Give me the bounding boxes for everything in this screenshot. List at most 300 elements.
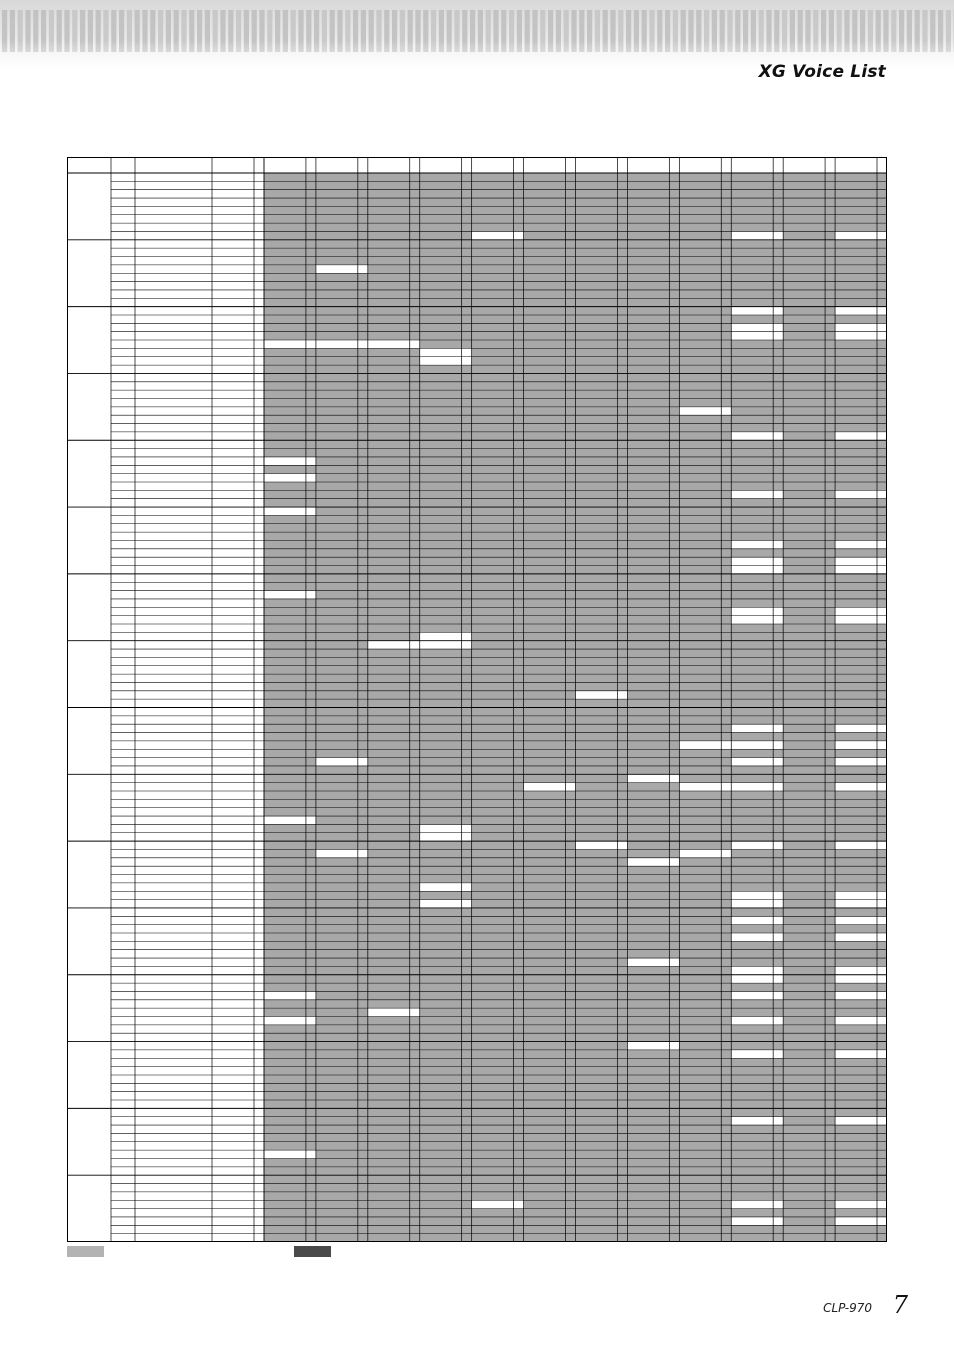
voice-cell [731, 340, 773, 348]
voice-cell-flag [514, 540, 524, 548]
voice-cell-flag [825, 424, 835, 432]
voice-cell-flag [514, 524, 524, 532]
voice-cell-flag [669, 682, 679, 690]
voice-cell [524, 649, 566, 657]
voice-cell [679, 1200, 721, 1208]
voice-cell-flag [410, 1067, 420, 1075]
voice-cell [835, 666, 877, 674]
voice-cell-flag [514, 657, 524, 665]
voice-cell-flag [773, 340, 783, 348]
voice-cell [576, 749, 618, 757]
voice-cell-flag [825, 1108, 835, 1116]
voice-cell-flag [514, 257, 524, 265]
voice-cell [835, 1033, 877, 1041]
voice-cell [731, 649, 773, 657]
voice-cell [731, 1033, 773, 1041]
voice-cell [679, 490, 721, 498]
voice-cell-flag [773, 958, 783, 966]
voice-cell [316, 866, 358, 874]
voice-cell [316, 1125, 358, 1133]
voice-cell-flag [514, 774, 524, 782]
voice-cell [679, 682, 721, 690]
voice-cell [316, 1092, 358, 1100]
voice-cell [264, 607, 306, 615]
voice-cell [316, 1067, 358, 1075]
voice-cell [316, 323, 358, 331]
voice-cell-flag [825, 1225, 835, 1233]
voice-cell [627, 1192, 669, 1200]
voice-cell [368, 1217, 410, 1225]
voice-cell-flag [306, 758, 316, 766]
voice-cell-flag [617, 323, 627, 331]
voice-cell [679, 532, 721, 540]
voice-cell [627, 373, 669, 381]
voice-cell [524, 1225, 566, 1233]
voice-cell [472, 766, 514, 774]
voice-cell [264, 833, 306, 841]
voice-cell [264, 1142, 306, 1150]
voice-cell [472, 282, 514, 290]
voice-cell [835, 499, 877, 507]
voice-cell [368, 240, 410, 248]
voice-cell [627, 499, 669, 507]
voice-cell [731, 315, 773, 323]
voice-cell [835, 1142, 877, 1150]
voice-cell-flag [410, 975, 420, 983]
voice-cell [264, 616, 306, 624]
voice-cell [524, 1008, 566, 1016]
voice-cell-flag [358, 691, 368, 699]
voice-cell-flag [514, 215, 524, 223]
voice-cell-flag [825, 841, 835, 849]
voice-cell-flag [669, 1033, 679, 1041]
voice-cell [576, 641, 618, 649]
voice-cell-flag [306, 674, 316, 682]
voice-cell [420, 858, 462, 866]
voice-cell-flag [410, 1184, 420, 1192]
voice-cell [316, 708, 358, 716]
voice-cell-flag [669, 282, 679, 290]
voice-cell [524, 1234, 566, 1242]
voice-cell [627, 799, 669, 807]
voice-cell [368, 440, 410, 448]
voice-cell [472, 265, 514, 273]
voice-cell [627, 173, 669, 181]
voice-cell-flag [358, 1092, 368, 1100]
voice-cell-flag [773, 1150, 783, 1158]
voice-cell-flag [617, 524, 627, 532]
voice-cell-flag [462, 1158, 472, 1166]
voice-cell [627, 1108, 669, 1116]
voice-cell-flag [358, 524, 368, 532]
voice-cell [524, 1175, 566, 1183]
voice-cell [627, 574, 669, 582]
voice-cell-flag [721, 1158, 731, 1166]
voice-cell [731, 933, 773, 941]
voice-cell-flag [617, 1017, 627, 1025]
voice-cell-flag [617, 858, 627, 866]
voice-cell-flag [566, 365, 576, 373]
voice-cell [835, 390, 877, 398]
voice-cell [627, 1033, 669, 1041]
voice-cell-flag [877, 557, 887, 565]
voice-cell-flag [877, 574, 887, 582]
voice-cell [420, 900, 462, 908]
voice-cell [731, 307, 773, 315]
voice-cell [679, 741, 721, 749]
voice-cell-flag [514, 1100, 524, 1108]
voice-cell [835, 524, 877, 532]
voice-cell-flag [306, 699, 316, 707]
voice-cell [368, 265, 410, 273]
voice-cell [835, 1050, 877, 1058]
voice-cell [783, 231, 825, 239]
voice-cell-flag [410, 866, 420, 874]
voice-cell-flag [617, 373, 627, 381]
voice-cell-flag [825, 482, 835, 490]
voice-cell-flag [877, 991, 887, 999]
voice-cell [472, 465, 514, 473]
voice-cell-flag [410, 724, 420, 732]
voice-cell [420, 1058, 462, 1066]
voice-cell [472, 365, 514, 373]
voice-cell [472, 515, 514, 523]
voice-cell [368, 916, 410, 924]
voice-cell [835, 1209, 877, 1217]
voice-cell-flag [566, 657, 576, 665]
voice-cell [316, 591, 358, 599]
voice-cell [420, 198, 462, 206]
voice-cell-flag [669, 323, 679, 331]
voice-cell [472, 724, 514, 732]
voice-cell-flag [566, 373, 576, 381]
voice-cell-flag [514, 766, 524, 774]
voice-cell [783, 407, 825, 415]
voice-cell [368, 231, 410, 239]
voice-cell [368, 215, 410, 223]
voice-cell [835, 941, 877, 949]
voice-cell-flag [462, 966, 472, 974]
voice-cell-flag [877, 206, 887, 214]
voice-cell [576, 708, 618, 716]
voice-cell-flag [306, 733, 316, 741]
voice-cell-flag [306, 382, 316, 390]
voice-cell [472, 1000, 514, 1008]
voice-cell [576, 181, 618, 189]
voice-cell [576, 674, 618, 682]
voice-cell [368, 758, 410, 766]
voice-cell-flag [721, 449, 731, 457]
voice-cell-flag [617, 941, 627, 949]
voice-cell [316, 966, 358, 974]
voice-cell-flag [617, 1209, 627, 1217]
voice-cell [472, 599, 514, 607]
voice-cell-flag [514, 1075, 524, 1083]
voice-cell-flag [410, 407, 420, 415]
voice-cell-flag [825, 632, 835, 640]
voice-cell [264, 365, 306, 373]
voice-cell-flag [306, 1108, 316, 1116]
voice-cell [679, 323, 721, 331]
voice-cell-flag [514, 916, 524, 924]
voice-cell [316, 875, 358, 883]
voice-cell-flag [410, 1175, 420, 1183]
voice-cell-flag [566, 265, 576, 273]
voice-cell [368, 382, 410, 390]
voice-cell-flag [514, 1017, 524, 1025]
voice-cell [368, 925, 410, 933]
voice-cell [576, 215, 618, 223]
voice-cell [835, 407, 877, 415]
voice-cell-flag [306, 783, 316, 791]
voice-cell [472, 373, 514, 381]
voice-cell [472, 1058, 514, 1066]
voice-cell-flag [514, 691, 524, 699]
voice-cell-flag [825, 298, 835, 306]
voice-cell-flag [566, 641, 576, 649]
voice-cell [627, 1017, 669, 1025]
voice-cell [368, 515, 410, 523]
voice-cell-flag [566, 515, 576, 523]
voice-cell [783, 849, 825, 857]
voice-cell [264, 674, 306, 682]
voice-cell [627, 1067, 669, 1075]
voice-cell-flag [877, 532, 887, 540]
voice-cell-flag [773, 941, 783, 949]
voice-cell [368, 866, 410, 874]
voice-cell [368, 1092, 410, 1100]
voice-cell-flag [306, 666, 316, 674]
voice-cell [679, 398, 721, 406]
voice-cell [472, 424, 514, 432]
voice-cell-flag [669, 716, 679, 724]
voice-cell-flag [358, 1083, 368, 1091]
voice-cell-flag [462, 1108, 472, 1116]
voice-cell-flag [825, 883, 835, 891]
voice-cell [627, 231, 669, 239]
voice-cell-flag [617, 282, 627, 290]
voice-cell-flag [825, 1209, 835, 1217]
voice-cell-flag [877, 866, 887, 874]
voice-cell-flag [669, 382, 679, 390]
voice-cell-flag [566, 490, 576, 498]
voice-cell-flag [514, 240, 524, 248]
voice-cell-flag [669, 348, 679, 356]
voice-cell-flag [877, 666, 887, 674]
voice-cell-flag [462, 499, 472, 507]
voice-cell [679, 908, 721, 916]
voice-cell-flag [669, 465, 679, 473]
voice-cell-flag [306, 407, 316, 415]
voice-cell-flag [358, 1150, 368, 1158]
voice-cell-flag [617, 607, 627, 615]
voice-cell [264, 574, 306, 582]
voice-cell-flag [306, 373, 316, 381]
voice-cell [627, 198, 669, 206]
voice-cell [316, 190, 358, 198]
voice-cell [576, 741, 618, 749]
voice-cell-flag [514, 1025, 524, 1033]
voice-cell [420, 1125, 462, 1133]
voice-cell-flag [306, 181, 316, 189]
voice-cell-flag [566, 941, 576, 949]
voice-cell-flag [410, 1167, 420, 1175]
voice-cell-flag [721, 1142, 731, 1150]
voice-cell [420, 1075, 462, 1083]
voice-cell-flag [410, 257, 420, 265]
voice-cell-flag [410, 206, 420, 214]
voice-cell [783, 682, 825, 690]
voice-cell-flag [462, 357, 472, 365]
voice-cell-flag [410, 265, 420, 273]
voice-cell [835, 925, 877, 933]
voice-cell-flag [721, 900, 731, 908]
voice-cell-flag [306, 841, 316, 849]
voice-cell [731, 390, 773, 398]
voice-cell-flag [306, 557, 316, 565]
voice-cell-flag [825, 1142, 835, 1150]
voice-cell [420, 799, 462, 807]
voice-cell [420, 1025, 462, 1033]
voice-cell-flag [877, 357, 887, 365]
voice-cell [576, 950, 618, 958]
voice-cell-flag [669, 607, 679, 615]
voice-cell-flag [669, 273, 679, 281]
voice-cell-flag [566, 173, 576, 181]
voice-cell [576, 624, 618, 632]
voice-cell [783, 1142, 825, 1150]
voice-cell [420, 657, 462, 665]
voice-cell [316, 432, 358, 440]
voice-cell [576, 340, 618, 348]
voice-cell [264, 173, 306, 181]
voice-cell [627, 1092, 669, 1100]
voice-cell-flag [514, 307, 524, 315]
voice-cell-flag [358, 1133, 368, 1141]
voice-cell-flag [358, 925, 368, 933]
voice-cell-flag [773, 1000, 783, 1008]
voice-cell [316, 307, 358, 315]
voice-cell-flag [410, 791, 420, 799]
voice-cell [731, 749, 773, 757]
voice-cell [576, 440, 618, 448]
voice-cell-flag [669, 958, 679, 966]
voice-cell [783, 975, 825, 983]
voice-cell [368, 975, 410, 983]
voice-cell [316, 373, 358, 381]
voice-cell-flag [306, 749, 316, 757]
voice-cell [420, 749, 462, 757]
voice-cell-flag [358, 758, 368, 766]
voice-cell [576, 532, 618, 540]
voice-cell-flag [514, 1150, 524, 1158]
voice-cell [316, 206, 358, 214]
voice-cell-flag [358, 1067, 368, 1075]
voice-cell-flag [669, 824, 679, 832]
voice-cell-flag [877, 950, 887, 958]
voice-cell-flag [410, 958, 420, 966]
voice-cell-flag [877, 499, 887, 507]
voice-cell-flag [462, 1000, 472, 1008]
voice-cell [472, 348, 514, 356]
voice-cell-flag [669, 691, 679, 699]
voice-cell-flag [306, 991, 316, 999]
voice-cell [731, 524, 773, 532]
voice-cell-flag [669, 641, 679, 649]
voice-cell [472, 849, 514, 857]
voice-cell-flag [462, 332, 472, 340]
voice-cell-flag [566, 607, 576, 615]
voice-cell [731, 591, 773, 599]
voice-cell-flag [306, 231, 316, 239]
voice-cell [627, 891, 669, 899]
voice-cell [472, 783, 514, 791]
voice-cell-flag [358, 449, 368, 457]
voice-cell-flag [306, 774, 316, 782]
voice-cell-flag [462, 257, 472, 265]
voice-cell-flag [877, 257, 887, 265]
voice-cell-flag [773, 758, 783, 766]
voice-cell [316, 783, 358, 791]
voice-cell-flag [773, 390, 783, 398]
voice-cell [576, 390, 618, 398]
voice-cell-flag [773, 1042, 783, 1050]
voice-cell-flag [410, 432, 420, 440]
voice-cell-flag [410, 1125, 420, 1133]
voice-cell-flag [669, 1092, 679, 1100]
voice-cell [368, 1008, 410, 1016]
voice-cell-flag [773, 540, 783, 548]
voice-cell [524, 841, 566, 849]
voice-cell [316, 1150, 358, 1158]
voice-cell-flag [825, 908, 835, 916]
voice-cell-flag [877, 716, 887, 724]
voice-cell [627, 340, 669, 348]
voice-cell [264, 357, 306, 365]
voice-cell-flag [410, 1033, 420, 1041]
voice-cell [731, 1234, 773, 1242]
voice-cell [524, 499, 566, 507]
voice-cell [524, 173, 566, 181]
voice-cell [731, 875, 773, 883]
voice-cell [731, 791, 773, 799]
voice-cell [368, 1067, 410, 1075]
voice-cell-flag [877, 849, 887, 857]
voice-cell [472, 749, 514, 757]
voice-cell-flag [358, 373, 368, 381]
voice-cell-flag [514, 749, 524, 757]
voice-cell-flag [306, 532, 316, 540]
voice-cell-flag [669, 340, 679, 348]
voice-cell [264, 198, 306, 206]
voice-cell [731, 507, 773, 515]
voice-cell-flag [462, 766, 472, 774]
voice-cell [472, 983, 514, 991]
voice-cell-flag [825, 733, 835, 741]
voice-cell [627, 682, 669, 690]
voice-cell-flag [669, 1108, 679, 1116]
voice-cell [783, 474, 825, 482]
voice-cell [835, 415, 877, 423]
voice-cell [679, 457, 721, 465]
voice-cell-flag [462, 691, 472, 699]
voice-cell [679, 415, 721, 423]
voice-cell-flag [825, 524, 835, 532]
voice-cell-flag [721, 1200, 731, 1208]
voice-cell-flag [721, 682, 731, 690]
voice-cell [472, 616, 514, 624]
voice-cell [576, 1067, 618, 1075]
